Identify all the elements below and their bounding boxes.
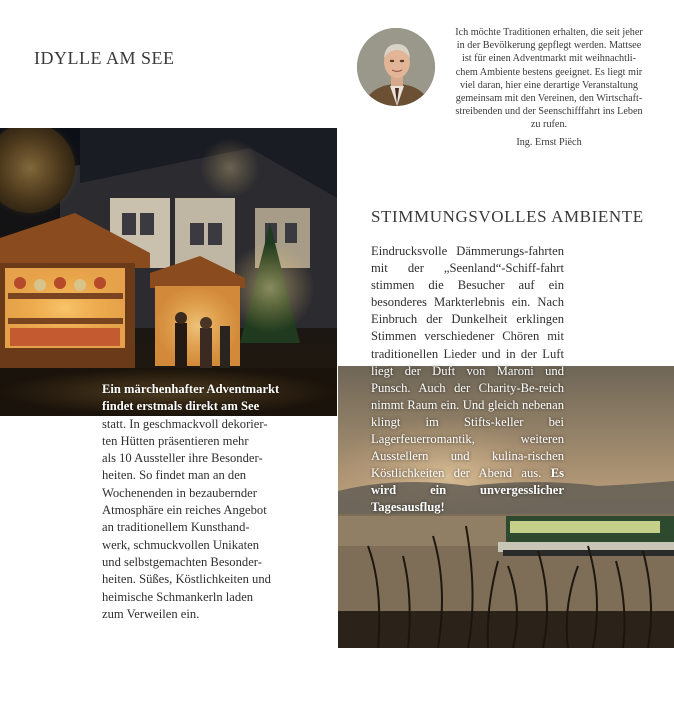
- section-heading-idylle: IDYLLE AM SEE: [34, 48, 175, 68]
- portrait-photo: [357, 28, 435, 106]
- section-heading-ambiente: STIMMUNGSVOLLES AMBIENTE: [371, 207, 644, 226]
- body-line: als 10 Aussteller ihre Besonder-: [102, 451, 263, 466]
- body-line: werk, schmuckvollen Unikaten: [102, 537, 260, 552]
- quote-text: [437, 26, 661, 132]
- quote-line: zu rufen.: [530, 119, 568, 131]
- body-line: heiten. Süßes, Köstlichkeiten und: [102, 572, 271, 587]
- body-line: und selbstgemachten Besonder-: [102, 554, 262, 569]
- left-body-text: [102, 381, 298, 623]
- body-line: Atmosphäre ein reiches Angebot: [102, 503, 267, 518]
- quote-line: Ich möchte Traditionen erhalten, die seit jeher: [455, 27, 643, 38]
- quote-line: streibenden und der Seenschifffahrt ins Leben: [455, 106, 643, 118]
- body-line: ten Hütten präsentieren mehr: [102, 433, 249, 448]
- body-line: zum Verweilen ein.: [102, 606, 200, 621]
- quote-line: in der Bevölkerung gepflegt werden. Mattsee: [456, 40, 642, 52]
- lead-line: findet erstmals direkt am See: [102, 399, 260, 414]
- body-line: heimische Schmankerln laden: [102, 589, 254, 604]
- christmas-market-photo: [0, 128, 337, 416]
- lead-line: Ein märchenhafter Adventmarkt: [102, 382, 280, 396]
- right-body-text: [371, 243, 564, 517]
- body-paragraph-closing: Es wird ein unvergesslicher Tagesausflug!: [371, 466, 564, 515]
- body-paragraph-top: Eindrucksvolle Dämmerungs-fahrten mit der „Seenland“-Schiff-fahrt stimmen die Besucher auf ein besonderes Markterlebnis ein. Nach Einbruch der Dunkelheit erklingen Stimmen verschiedener Chören mit traditionellen Lieder und in der Luft: [371, 244, 564, 361]
- quote-line: chem Ambiente bestens geeignet. Es liegt mir: [455, 66, 643, 78]
- body-line: Wochenenden in bezaubernder: [102, 485, 257, 500]
- quote-line: gemeinsam mit den Vereinen, den Wirtschaft-: [455, 93, 643, 105]
- quote-line: viel daran, hier eine derartige Veranstaltung: [459, 79, 639, 91]
- body-line: heiten. So findet man an den: [102, 468, 247, 483]
- body-line: statt. In geschmackvoll dekorier-: [102, 416, 268, 431]
- body-line: an traditionellem Kunsthand-: [102, 520, 250, 535]
- body-paragraph-photo: liegt der Duft von Maroni und Punsch. Auch der Charity-Be-reich nimmt Raum ein. Und gleich nebenan klingt im Stifts-keller bei Lagerfeuerromantik, weiteren Ausstellern und kulina-rischen Köstlichkeiten der Abend aus.: [371, 363, 564, 481]
- quote-author: Ing. Ernst Piëch: [516, 137, 582, 148]
- quote-line: ist für einen Adventmarkt mit weihnachtli-: [462, 53, 636, 65]
